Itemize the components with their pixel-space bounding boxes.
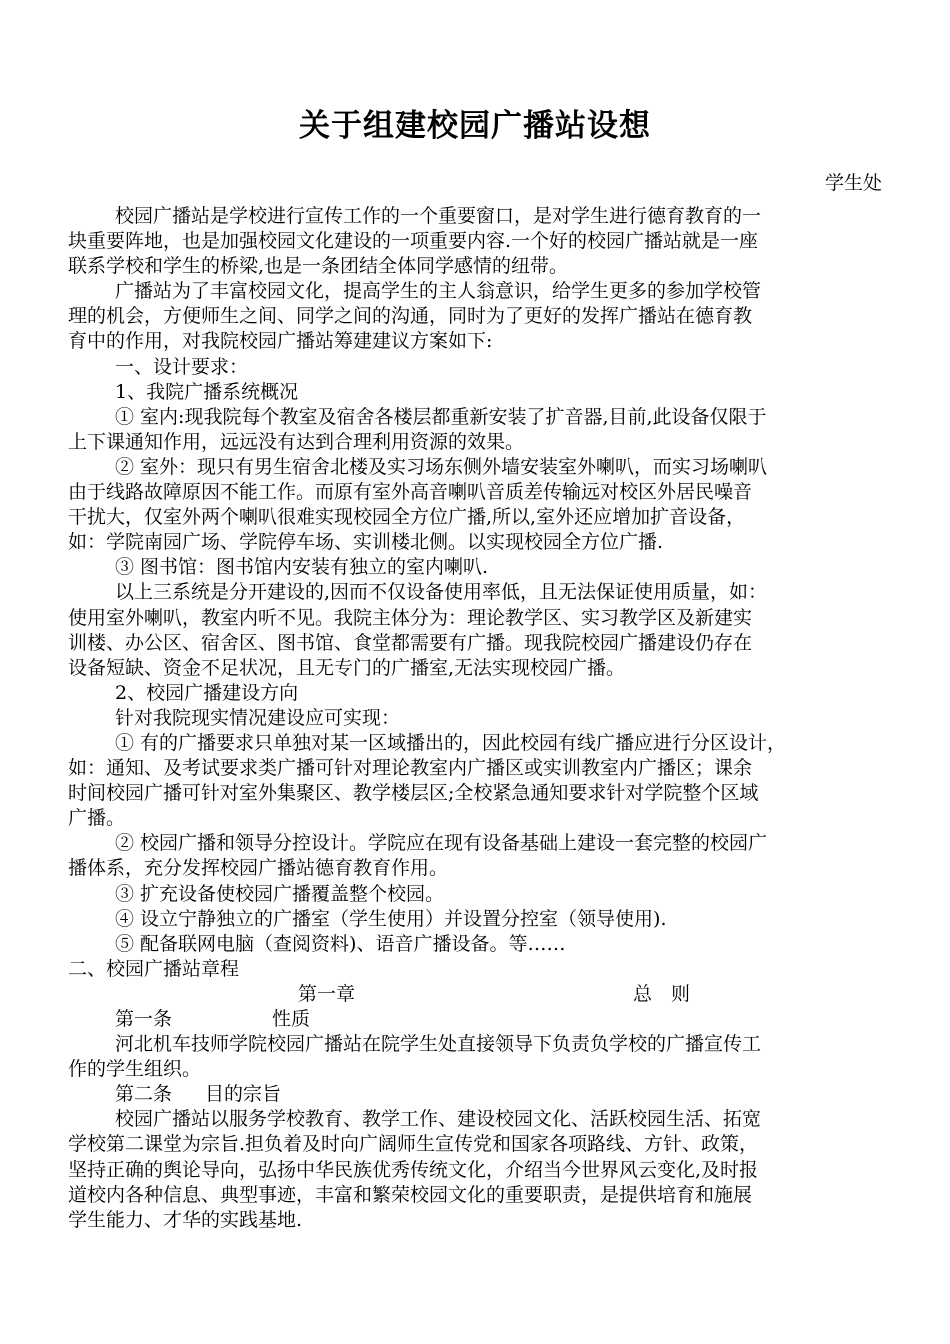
text-line: 理的机会，方便师生之间、同学之间的沟通，同时为了更好的发挥广播站在德育教	[68, 305, 753, 328]
text-line: 如：学院南园广场、学院停车场、实训楼北侧。以实现校园全方位广播.	[68, 531, 664, 554]
article-heading-1	[68, 1007, 882, 1032]
text-line: 块重要阵地，也是加强校园文化建设的一项重要内容.一个好的校园广播站就是一座	[68, 230, 759, 253]
article-title: 目的宗旨	[205, 1083, 282, 1106]
text-line: 学校第二课堂为宗旨.担负着及时向广阔师生宣传党和国家各项路线、方针、政策，	[68, 1133, 759, 1156]
text-line: 设备短缺、资金不足状况，且无专门的广播室,无法实现校园广播。	[68, 656, 626, 679]
article-body-2	[68, 1107, 882, 1232]
chapter-title: 总 则	[633, 982, 691, 1005]
text-line: 学生能力、才华的实践基地.	[68, 1208, 303, 1231]
text-line: 训楼、办公区、宿舍区、图书馆、食堂都需要有广播。现我院校园广播建设仍存在	[68, 631, 753, 654]
subsection-heading-direction: 2、校园广播建设方向	[115, 681, 299, 704]
text-line: 如：通知、及考试要求类广播可针对理论教室内广播区或实训教室内广播区；课余	[68, 757, 753, 780]
chapter-heading	[68, 982, 882, 1007]
text-line: 以上三系统是分开建设的,因而不仅设备使用率低，且无法保证使用质量，如：	[115, 581, 768, 604]
paragraph-direction-intro: 针对我院现实情况建设应可实现：	[115, 706, 401, 729]
text-line: 校园广播站是学校进行宣传工作的一个重要窗口，是对学生进行德育教育的一	[115, 205, 762, 227]
text-line: 道校内各种信息、典型事迹，丰富和繁荣校园文化的重要职责，是提供培育和施展	[68, 1183, 753, 1206]
paragraph-purpose	[68, 279, 882, 354]
article-number: 第一条	[115, 1008, 173, 1030]
paragraph-summary	[68, 580, 882, 680]
text-line: 河北机车技师学院校园广播站在院学生处直接领导下负责负学校的广播宣传工	[115, 1033, 762, 1056]
chapter-number: 第一章	[298, 982, 356, 1005]
section-heading-design: 一、设计要求：	[115, 355, 249, 378]
direction-item-2	[68, 831, 882, 881]
direction-item-3: ③ 扩充设备使校园广播覆盖整个校园。	[115, 882, 445, 905]
subsection-heading-overview: 1、我院广播系统概况	[115, 380, 299, 403]
text-line: 使用室外喇叭，教室内听不见。我院主体分为：理论教学区、实习教学区及新建实	[68, 606, 753, 629]
paragraph-intro	[68, 204, 882, 279]
document-title: 关于组建校园广播站设想	[299, 108, 651, 144]
text-line: 联系学校和学生的桥梁,也是一条团结全体同学感情的纽带。	[68, 255, 569, 278]
text-line: 校园广播站以服务学校教育、教学工作、建设校园文化、活跃校园生活、拓宽	[115, 1108, 762, 1131]
article-body-1	[68, 1032, 882, 1082]
item-indoor	[68, 405, 882, 455]
article-number: 第二条	[115, 1083, 173, 1106]
text-line: 干扰大，仅室外两个喇叭很难实现校园全方位广播,所以,室外还应增加扩音设备，	[68, 506, 746, 529]
text-line: 上下课通知作用，远远没有达到合理利用资源的效果。	[68, 430, 525, 453]
text-line: 播体系，充分发挥校园广播站德育教育作用。	[68, 857, 449, 880]
text-line: 坚持正确的舆论导向，弘扬中华民族优秀传统文化，介绍当今世界风云变化,及时报	[68, 1158, 759, 1181]
section-heading-charter: 二、校园广播站章程	[68, 957, 240, 980]
text-line: ② 室外：现只有男生宿舍北楼及实习场东侧外墙安装室外喇叭，而实习场喇叭	[115, 455, 768, 478]
text-line: 由于线路故障原因不能工作。而原有室外高音喇叭音质差传输远对校区外居民噪音	[68, 481, 753, 504]
text-line: ① 室内:现我院每个教室及宿舍各楼层都重新安装了扩音器,目前,此设备仅限于	[115, 405, 767, 428]
text-line: 时间校园广播可针对室外集聚区、教学楼层区;全校紧急通知要求针对学院整个区域	[68, 782, 759, 805]
item-library: ③ 图书馆：图书馆内安装有独立的室内喇叭.	[115, 556, 489, 579]
text-line: 广播站为了丰富校园文化，提高学生的主人翁意识，给学生更多的参加学校管	[115, 280, 762, 303]
article-title: 性质	[272, 1008, 311, 1030]
document-author: 学生处	[824, 172, 882, 194]
text-line: 育中的作用，对我院校园广播站筹建建议方案如下:	[68, 330, 493, 353]
direction-item-1	[68, 731, 882, 831]
text-line: 广播。	[68, 807, 126, 830]
article-heading-2	[68, 1082, 882, 1107]
text-line: ② 校园广播和领导分控设计。学院应在现有设备基础上建设一套完整的校园广	[115, 832, 768, 855]
text-line: 作的学生组织。	[68, 1058, 202, 1081]
item-outdoor	[68, 455, 882, 555]
document-page	[68, 104, 882, 1233]
direction-item-4: ④ 设立宁静独立的广播室（学生使用）并设置分控室（领导使用).	[115, 907, 667, 930]
text-line: ① 有的广播要求只单独对某一区域播出的，因此校园有线广播应进行分区设计，	[115, 731, 787, 754]
direction-item-5: ⑤ 配备联网电脑（查阅资料)、语音广播设备。等……	[115, 932, 566, 955]
